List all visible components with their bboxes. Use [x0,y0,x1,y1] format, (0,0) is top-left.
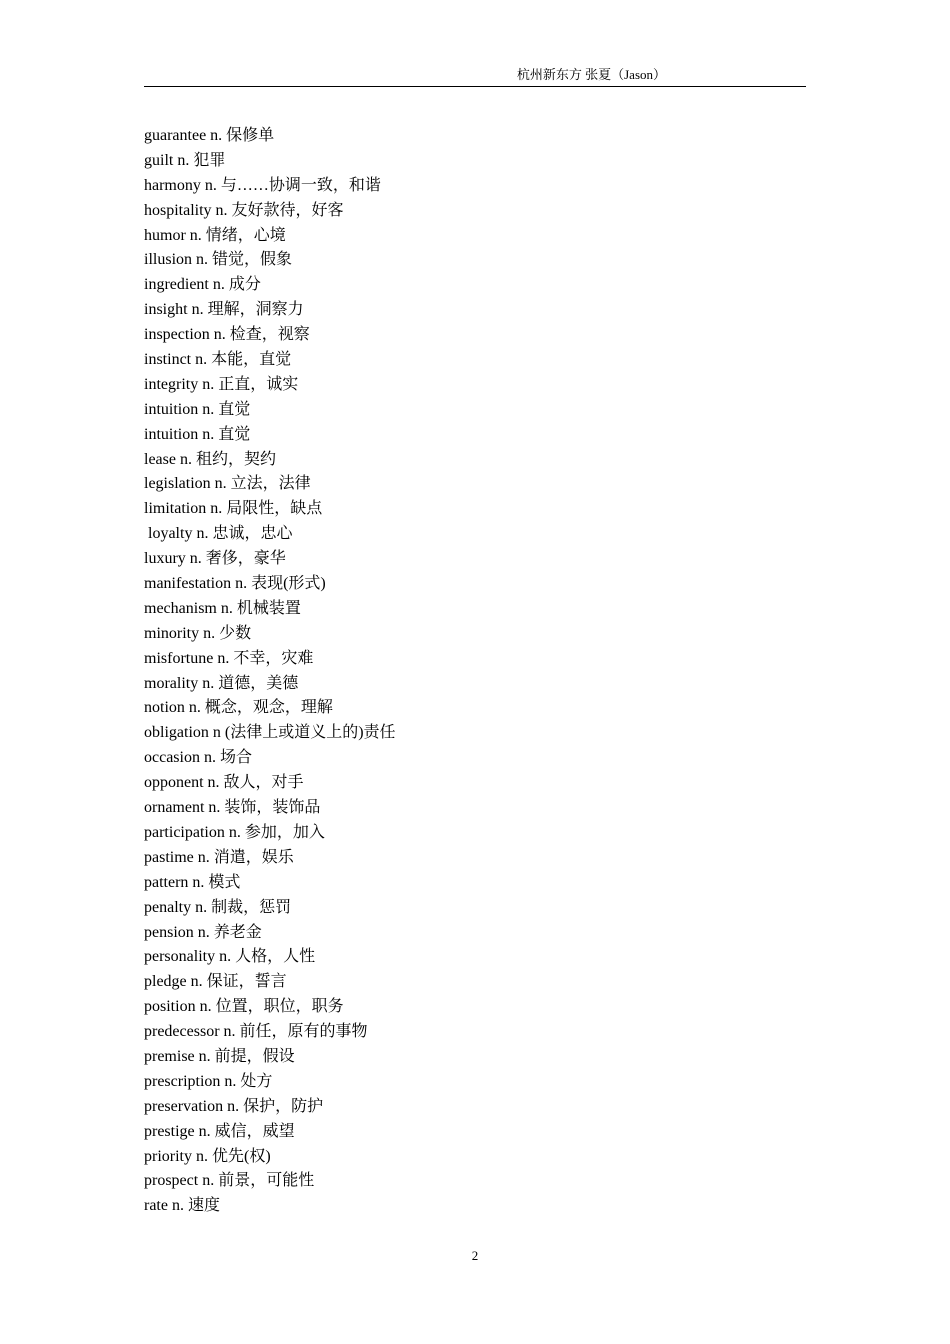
vocab-entry: harmony n. 与……协调一致，和谐 [144,176,381,194]
page-number: 2 [471,1248,479,1263]
vocab-entry: morality n. 道德，美德 [144,674,299,692]
vocabulary-list [144,124,396,1219]
vocab-entry: humor n. 情绪，心境 [144,226,286,244]
vocab-entry: obligation n (法律上或道义上的)责任 [144,724,396,742]
vocab-entry: notion n. 概念，观念，理解 [144,699,333,717]
vocab-entry: mechanism n. 机械装置 [144,599,301,617]
vocab-entry: opponent n. 敌人，对手 [144,774,304,792]
vocab-entry: ingredient n. 成分 [144,276,261,294]
vocab-entry: hospitality n. 友好款待，好客 [144,201,344,219]
vocab-entry: guarantee n. 保修单 [144,127,275,144]
vocab-entry: prestige n. 威信，威望 [144,1122,295,1140]
vocab-entry: insight n. 理解，洞察力 [144,301,304,319]
vocab-entry: instinct n. 本能，直觉 [144,351,292,369]
vocab-entry: pension n. 养老金 [144,923,262,941]
vocab-entry: position n. 位置，职位，职务 [144,998,344,1016]
vocab-entry: pledge n. 保证，誓言 [144,973,287,991]
vocab-entry: preservation n. 保护，防护 [144,1097,324,1115]
vocab-entry: luxury n. 奢侈，豪华 [144,550,286,568]
vocab-entry: ornament n. 装饰，装饰品 [144,799,321,817]
vocab-entry: integrity n. 正直，诚实 [144,375,299,393]
vocab-entry: participation n. 参加，加入 [144,823,325,841]
header-text: 杭州新东方 张夏（Jason） [516,67,666,82]
vocab-entry: pattern n. 模式 [144,873,241,891]
vocab-entry: illusion n. 错觉，假象 [144,251,293,269]
vocab-entry: premise n. 前提，假设 [144,1047,295,1065]
vocab-entry: inspection n. 检查，视察 [144,326,310,344]
vocab-entry: misfortune n. 不幸，灾难 [144,649,314,667]
vocab-entry: intuition n. 直觉 [144,425,251,443]
vocab-entry: minority n. 少数 [144,624,252,642]
vocab-entry: guilt n. 犯罪 [144,151,226,169]
vocab-entry: pastime n. 消遣，娱乐 [144,848,294,866]
vocab-entry: priority n. 优先(权) [144,1147,271,1165]
vocab-entry: loyalty n. 忠诚，忠心 [144,525,293,543]
vocab-entry: legislation n. 立法，法律 [144,475,311,493]
vocab-entry: occasion n. 场合 [144,749,252,767]
vocab-entry: prospect n. 前景，可能性 [144,1172,315,1190]
vocab-entry: rate n. 速度 [144,1197,220,1215]
vocab-entry: personality n. 人格，人性 [144,948,316,966]
vocab-entry: predecessor n. 前任，原有的事物 [144,1023,368,1041]
page-header [144,64,806,87]
vocab-entry: penalty n. 制裁，惩罚 [144,898,292,916]
vocab-entry: limitation n. 局限性，缺点 [144,500,323,518]
vocab-entry: manifestation n. 表现(形式) [144,575,326,593]
vocab-entry: prescription n. 处方 [144,1072,273,1090]
vocab-entry: intuition n. 直觉 [144,400,251,418]
vocab-entry: lease n. 租约，契约 [144,450,276,468]
